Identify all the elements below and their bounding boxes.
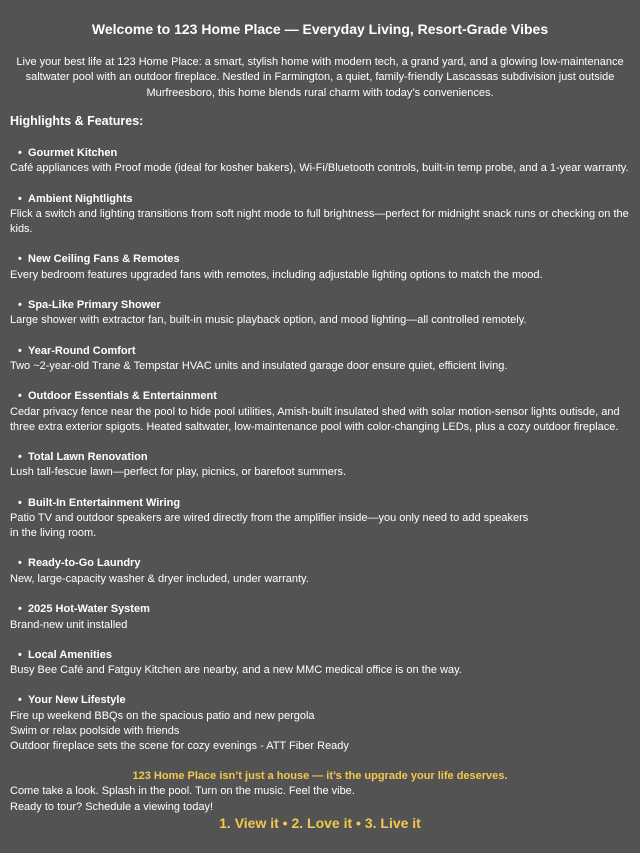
- steps-banner: 1. View it • 2. Love it • 3. Live it: [219, 815, 421, 831]
- highlights-heading: Highlights & Features:: [10, 114, 144, 128]
- feature-description: Every bedroom features upgraded fans with remotes, including adjustable lighting options to match the mood.: [10, 268, 543, 281]
- feature-description: Brand-new unit installed: [10, 618, 128, 631]
- feature-description: Fire up weekend BBQs on the spacious patio and new pergola Swim or relax poolside with friends Outdoor fireplace sets the scene for cozy evenings - ATT Fiber Ready: [10, 709, 349, 753]
- feature-item: [10, 344, 630, 375]
- closing-line-1: Come take a look. Splash in the pool. Turn on the music. Feel the vibe.: [10, 785, 355, 798]
- feature-description: Cedar privacy fence near the pool to hide pool utilities, Amish-built insulated shed with solar motion-sensor lights outisde, and three extra exterior spigots. Heated saltwater, low-maintenance pool with color-changing LEDs, plus a cozy outdoor fireplace.: [10, 405, 620, 433]
- bullet-icon: •: [18, 253, 22, 266]
- feature-description: Two ~2-year-old Trane & Tempstar HVAC units and insulated garage door ensure quiet, efficient living.: [10, 360, 508, 373]
- feature-item: [10, 648, 630, 679]
- closing-line-2: Ready to tour? Schedule a viewing today!: [10, 800, 214, 813]
- closing-section: [10, 769, 630, 815]
- feature-title: Year-Round Comfort: [28, 344, 136, 357]
- feature-description: New, large-capacity washer & dryer included, under warranty.: [10, 572, 309, 585]
- feature-title: New Ceiling Fans & Remotes: [28, 253, 180, 266]
- bullet-icon: •: [18, 557, 22, 570]
- feature-description: Patio TV and outdoor speakers are wired directly from the amplifier inside—you only need to add speakers in the living room.: [10, 512, 529, 540]
- intro-paragraph: Live your best life at 123 Home Place: a smart, stylish home with modern tech, a grand yard, and a glowing low-maintenance saltwater pool with an outdoor fireplace. Nestled in Farmington, a quiet, family-friendly Lascassas subdivision just outside Murfreesboro, this home blends rural charm with today’s conveniences.: [16, 56, 624, 99]
- feature-item: [10, 496, 630, 542]
- bullet-icon: •: [18, 603, 22, 616]
- bullet-icon: •: [18, 147, 22, 159]
- feature-description: Flick a switch and lighting transitions from soft night mode to full brightness—perfect for midnight snack runs or checking on the kids.: [10, 208, 629, 236]
- bullet-icon: •: [18, 390, 22, 403]
- feature-item: [10, 192, 630, 238]
- bullet-icon: •: [18, 451, 22, 464]
- feature-list: [10, 146, 630, 769]
- feature-item: [10, 146, 630, 177]
- closing-tagline: 123 Home Place isn’t just a house — it’s the upgrade your life deserves.: [132, 770, 508, 782]
- feature-item: [10, 450, 630, 481]
- bullet-icon: •: [18, 694, 22, 707]
- page-title: Welcome to 123 Home Place — Everyday Living, Resort-Grade Vibes: [91, 21, 549, 37]
- feature-title: 2025 Hot-Water System: [28, 603, 150, 616]
- feature-description: Lush tall-fescue lawn—perfect for play, picnics, or barefoot summers.: [10, 466, 347, 479]
- bullet-icon: •: [18, 344, 22, 357]
- feature-title: Spa-Like Primary Shower: [28, 299, 161, 312]
- feature-description: Café appliances with Proof mode (ideal for kosher bakers), Wi-Fi/Bluetooth controls, built-in temp probe, and a 1-year warranty.: [10, 162, 629, 175]
- feature-title: Total Lawn Renovation: [28, 451, 148, 464]
- feature-description: Large shower with extractor fan, built-in music playback option, and mood lighting—all controlled remotely.: [10, 314, 527, 327]
- feature-title: Your New Lifestyle: [28, 694, 126, 707]
- feature-title: Ready-to-Go Laundry: [28, 557, 141, 570]
- feature-title: Built-In Entertainment Wiring: [28, 496, 181, 509]
- feature-item: [10, 298, 630, 329]
- feature-item: [10, 556, 630, 587]
- feature-description: Busy Bee Café and Fatguy Kitchen are nearby, and a new MMC medical office is on the way.: [10, 664, 462, 677]
- bullet-icon: •: [18, 496, 22, 509]
- bullet-icon: •: [18, 648, 22, 661]
- bullet-icon: •: [18, 192, 22, 205]
- feature-item: [10, 252, 630, 283]
- feature-title: Gourmet Kitchen: [28, 147, 118, 159]
- feature-item: [10, 602, 630, 633]
- bullet-icon: •: [18, 299, 22, 312]
- feature-title: Outdoor Essentials & Entertainment: [28, 390, 217, 403]
- feature-item: [10, 389, 630, 435]
- feature-item: [10, 693, 630, 754]
- feature-title: Ambient Nightlights: [28, 192, 133, 205]
- feature-title: Local Amenities: [28, 648, 112, 661]
